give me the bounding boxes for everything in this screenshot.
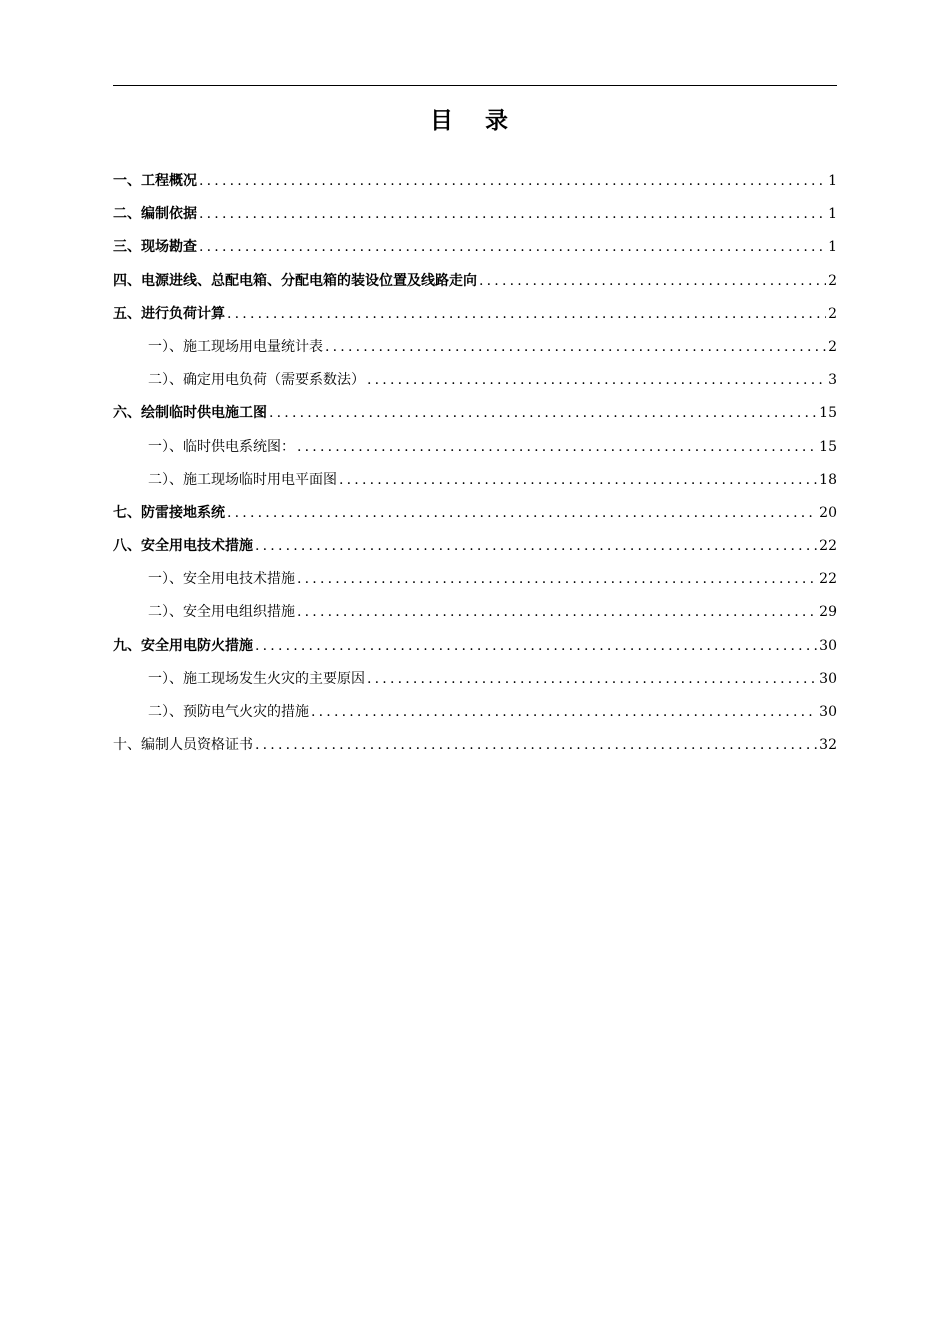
toc-entry-text: 四、电源进线、总配电箱、分配电箱的装设位置及线路走向: [113, 272, 477, 289]
toc-entry[interactable]: [113, 265, 837, 298]
toc-dot-leader: [297, 563, 817, 596]
toc-entry[interactable]: [113, 397, 837, 430]
toc-entry[interactable]: [113, 364, 837, 397]
toc-dot-leader: [199, 165, 826, 198]
toc-dot-leader: [227, 298, 826, 331]
toc-dot-leader: [269, 397, 817, 430]
toc-page-number: 2: [828, 338, 837, 355]
toc-entry-text: 一）、施工现场用电量统计表: [148, 338, 323, 355]
toc-entry-text: 二）、安全用电组织措施: [148, 604, 295, 621]
toc-entry-text: 五、进行负荷计算: [113, 305, 225, 322]
toc-dot-leader: [199, 198, 826, 231]
toc-page-number: 22: [819, 571, 837, 588]
toc-entry[interactable]: [113, 497, 837, 530]
toc-entry-text: 一）、安全用电技术措施: [148, 571, 295, 588]
toc-entry-text: 十、编制人员资格证书: [113, 737, 253, 754]
toc-entry-text: 八、安全用电技术措施: [113, 538, 253, 555]
toc-page-number: 2: [828, 305, 837, 322]
toc-page-number: 1: [828, 206, 837, 223]
toc-dot-leader: [199, 231, 826, 264]
toc-entry[interactable]: [113, 464, 837, 497]
toc-entry[interactable]: [113, 729, 837, 762]
toc-entry-text: 二、编制依据: [113, 206, 197, 223]
toc-entry-text: 一）、临时供电系统图：: [148, 438, 295, 455]
toc-page-number: 30: [819, 704, 837, 720]
header-rule: [113, 85, 837, 86]
toc-entry[interactable]: [113, 630, 837, 663]
toc-page-number: 30: [819, 637, 837, 654]
toc-title: 目 录: [429, 108, 520, 134]
toc-entry[interactable]: [113, 696, 837, 729]
toc-entry-text: 二）、预防电气火灾的措施: [148, 704, 309, 720]
toc-entry-text: 三、现场勘查: [113, 239, 197, 256]
toc-entry[interactable]: [113, 431, 837, 464]
toc-dot-leader: [227, 497, 817, 530]
toc-page-number: 30: [819, 670, 837, 687]
toc-dot-leader: [479, 265, 826, 298]
toc-dot-leader: [255, 530, 817, 563]
toc-dot-leader: [367, 364, 826, 397]
toc-dot-leader: [255, 729, 817, 762]
toc-entry[interactable]: [113, 530, 837, 563]
toc-dot-leader: [339, 464, 817, 497]
toc-dot-leader: [325, 331, 826, 364]
toc-dot-leader: [367, 663, 817, 696]
toc-entry[interactable]: [113, 563, 837, 596]
toc-page-number: 29: [819, 604, 837, 621]
toc-page-number: 1: [828, 173, 837, 189]
toc-page-number: 15: [819, 438, 837, 455]
toc-page-number: 18: [819, 471, 837, 488]
toc-entry[interactable]: [113, 298, 837, 331]
toc-page-number: 15: [819, 405, 837, 422]
toc-dot-leader: [297, 431, 817, 464]
toc-entry-text: 九、安全用电防火措施: [113, 637, 253, 654]
toc-page-number: 2: [828, 272, 837, 289]
toc-entry[interactable]: [113, 231, 837, 264]
toc-entry-text: 六、绘制临时供电施工图: [113, 405, 267, 422]
toc-entry-text: 一、工程概况: [113, 173, 197, 189]
toc-entry-text: 二）、施工现场临时用电平面图: [148, 471, 337, 488]
toc-page-number: 20: [819, 504, 837, 521]
toc-dot-leader: [255, 630, 817, 663]
toc-page-number: 3: [828, 372, 837, 389]
toc-entry-text: 一）、施工现场发生火灾的主要原因: [148, 670, 365, 687]
toc-dot-leader: [297, 596, 817, 629]
toc-entry[interactable]: [113, 596, 837, 629]
toc-entry-text: 七、防雷接地系统: [113, 504, 225, 521]
toc-dot-leader: [311, 696, 817, 729]
toc-entry[interactable]: [113, 198, 837, 231]
toc-entry[interactable]: [113, 663, 837, 696]
toc-entry-text: 二）、确定用电负荷（需要系数法）: [148, 372, 365, 389]
toc-page-number: 22: [819, 538, 837, 555]
toc-entry[interactable]: [113, 331, 837, 364]
toc-page-number: 1: [828, 239, 837, 256]
toc-list: [113, 165, 837, 762]
toc-entry[interactable]: [113, 165, 837, 198]
toc-page-number: 32: [819, 737, 837, 754]
